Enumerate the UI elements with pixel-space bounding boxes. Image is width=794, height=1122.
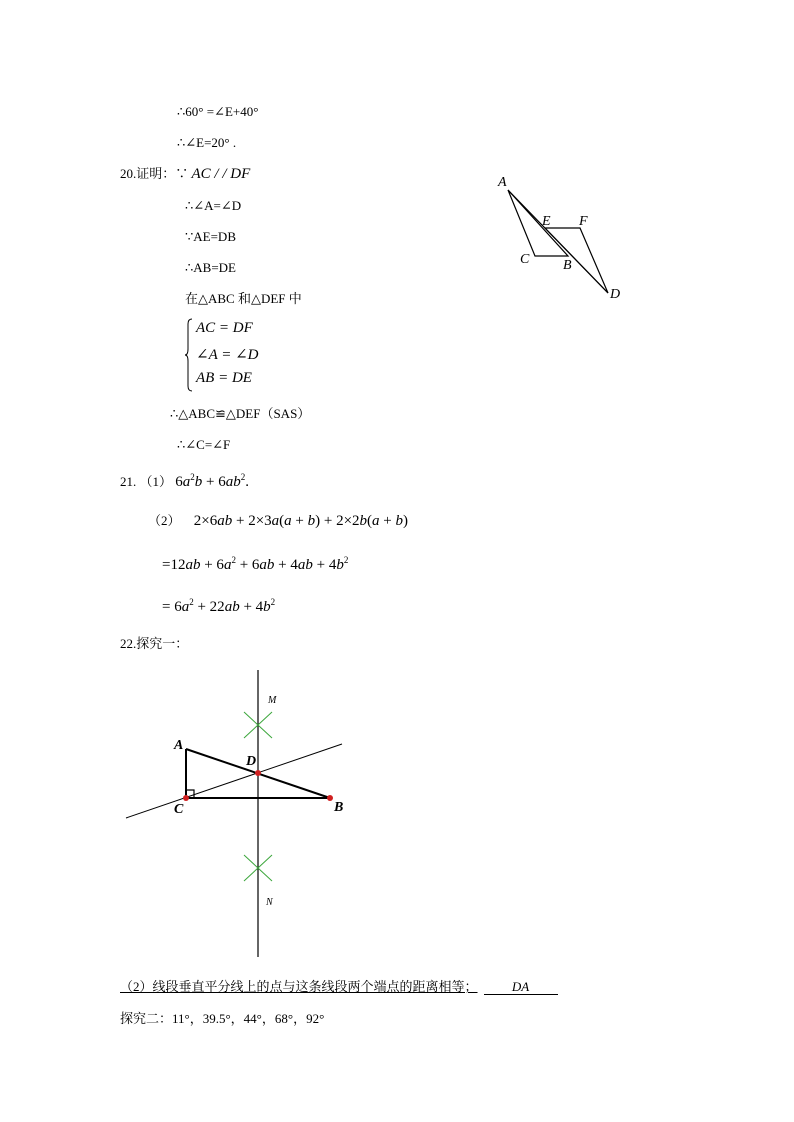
system-brace xyxy=(185,318,193,392)
problem-21-prefix: 21. （1） xyxy=(120,474,173,489)
problem-21-part2 xyxy=(148,512,408,530)
label2-D: D xyxy=(246,754,257,769)
line-ad xyxy=(508,190,608,293)
problem-22-part2 xyxy=(120,978,558,996)
step-angle-c-f: ∴∠C=∠F xyxy=(177,437,231,452)
step-ae-db: ∵AE=DB xyxy=(185,229,236,244)
problem-20-prefix: 20.证明：∵ xyxy=(120,166,192,181)
point-d xyxy=(255,770,261,776)
problem-21-expr4: = $6a^2 + 22ab + 4b^2$ xyxy=(162,597,276,615)
step-congruent: ∴△ABC≌△DEF（SAS） xyxy=(170,406,311,421)
label-C: C xyxy=(520,252,530,267)
figure-parallelogram-triangles xyxy=(490,170,630,305)
figure-perpendicular-bisector xyxy=(120,665,360,965)
problem-20-header xyxy=(120,165,250,183)
label2-A: A xyxy=(174,738,184,753)
label2-M: M xyxy=(268,695,277,706)
system-eq-2: ∠A = ∠D xyxy=(196,347,259,363)
step-angle-a-d: ∴∠A=∠D xyxy=(185,198,242,213)
step-angle-e: ∴∠E=20° . xyxy=(177,135,237,150)
point-c xyxy=(183,795,189,801)
problem-21-part2-prefix: （2） xyxy=(148,513,181,528)
label-D: D xyxy=(610,287,621,302)
step-in-triangles: 在△ABC 和△DEF 中 xyxy=(185,291,302,306)
problem-22-title: 22.探究一： xyxy=(120,636,189,651)
step-60-equals: ∴60° =∠E+40° xyxy=(177,104,259,119)
label2-B: B xyxy=(334,800,344,815)
answer-blank: DA xyxy=(484,980,558,995)
step-ab-de: ∴AB=DE xyxy=(185,260,236,275)
system-eq-3: AB = DE xyxy=(196,370,252,386)
label-F: F xyxy=(579,214,588,229)
label-E: E xyxy=(542,214,551,229)
problem-21-part1 xyxy=(120,473,249,491)
label2-C: C xyxy=(174,802,184,817)
label-B: B xyxy=(563,258,572,273)
system-eq-1: AC = DF xyxy=(196,320,253,336)
problem-20-expr: AC / / DF xyxy=(191,166,251,182)
problem-21-expr2: 2×6ab + 2×3a(a + b) + 2×2b(a + b) xyxy=(193,513,409,529)
problem-22-part2-text: （2）线段垂直平分线上的点与这条线段两个端点的距离相等； xyxy=(120,979,478,994)
problem-21-expr3: $=12ab + 6a^2 + 6ab + 4ab + 4b^2$ xyxy=(162,555,349,573)
label2-N: N xyxy=(266,897,273,908)
point-b xyxy=(327,795,333,801)
label-A: A xyxy=(498,175,507,190)
line-through-c xyxy=(126,744,342,818)
problem-22-explore2: 探究二：11°，39.5°，44°，68°，92° xyxy=(120,1011,325,1026)
problem-21-expr1: $6a^2b + 6ab^2$. xyxy=(175,472,249,490)
